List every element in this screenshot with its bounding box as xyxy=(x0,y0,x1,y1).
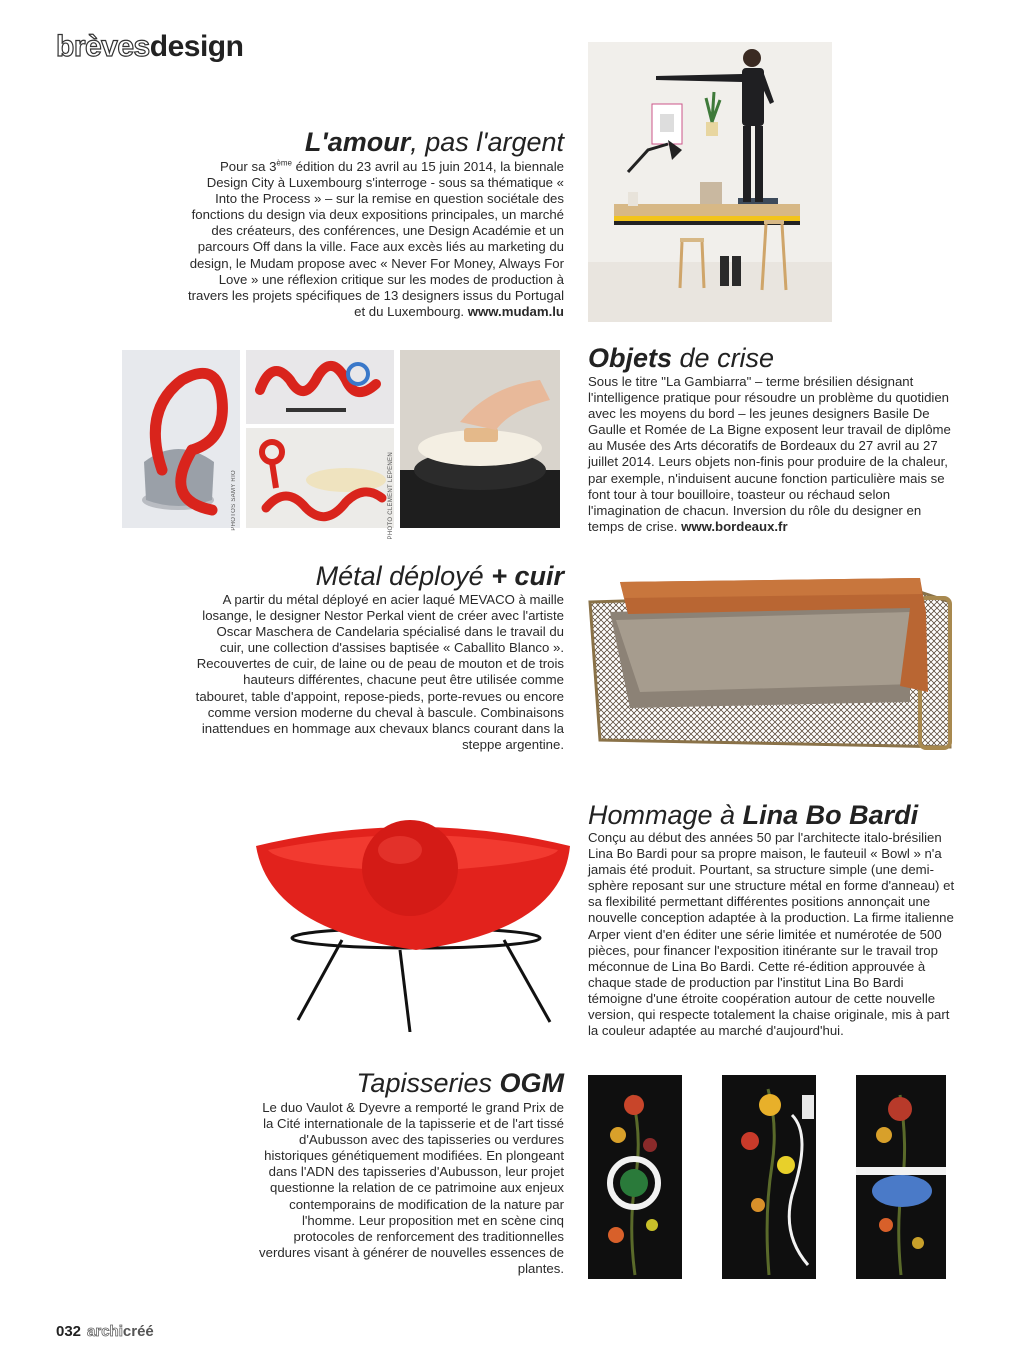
article-tapisseries-body xyxy=(254,1100,564,1277)
metal-text: A partir du métal déployé en acier laqué MEVACO à maille losange, le designer Nestor Perkal vient de créer avec l'artiste Oscar Maschera de Candelaria spécialisé dans le travail du cuir, une collection d'assises baptisée « Caballito Blanco ». Recouvertes de cuir, de laine ou de peau de mouton et de trois hauteurs différentes, chacune peut être utilisée comme tabouret, table d'appoint, repose-pieds, porte-revues ou encore comme version moderne du cheval à bascule. Combinaisons inattendues en hommage aux chevaux blancs courant dans la steppe argentine. xyxy=(195,592,564,752)
article-lina-title xyxy=(588,800,918,830)
tapisseries-title-bold: OGM xyxy=(499,1068,564,1098)
amour-text-b: édition du 23 avril au 15 juin 2014, la biennale Design City à Luxembourg s'interroge - sous sa thématique « Into the Process » – sur la remise en question sociétale des fonctions du design via deux expositions principales, un marché des créateurs, des conférences, une Design Académie et un parcours Off dans la ville. Face aux excès liés au marketing du design, le Mudam propose avec « Never For Money, Always For Love » une réflexion critique sur les modes de production à travers les projets spécifiques de 13 designers issus du Portugal et du Luxembourg. xyxy=(187,159,564,319)
magazine-name-archi: archi xyxy=(87,1323,123,1340)
article-lina-body xyxy=(588,830,960,1039)
lina-title-bold: Lina Bo Bardi xyxy=(742,800,919,830)
article-objets-title xyxy=(588,343,774,373)
photo-tapestry-2 xyxy=(722,1075,816,1279)
amour-title-bold: L'amour xyxy=(304,127,411,157)
page-footer xyxy=(56,1323,154,1340)
page-number: 032 xyxy=(56,1323,82,1340)
article-amour-title xyxy=(250,127,564,157)
photo-bowl-chair xyxy=(250,810,574,1032)
amour-link[interactable]: www.mudam.lu xyxy=(467,303,564,319)
lina-title-rest: Hommage à xyxy=(588,800,743,830)
article-objets-body xyxy=(588,374,958,535)
section-header xyxy=(56,30,243,64)
objets-text: Sous le titre "La Gambiarra" – terme brésilien désignant l'intelligence pratique pour résoudre un problème du quotidien avec les moyens du bord – les jeunes designers Basile De Gaulle et Romée de La Bigne exposent leur travail de diplôme au Musée des Arts décoratifs de Bordeaux du 27 avril au 27 juillet 2014. Leurs objets non-finis pour produire de la chaleur, par exemple, n'induisent aucune fonction particulière mais se font tour à tour bouilloire, toasteur ou réchaud selon l'imagination de chacun. Inversion du rôle du designer en temps de crise. xyxy=(588,374,951,534)
photo-woman-on-table xyxy=(588,42,832,322)
magazine-name-cree: créé xyxy=(122,1323,154,1340)
tapisseries-text: Le duo Vaulot & Dyevre a remporté le grand Prix de la Cité internationale de la tapisserie et de l'art tissé d'Aubusson avec des tapisseries ou verdures historiques génétiquement modifiées. En plongeant dans l'ADN des tapisseries d'Aubusson, leur projet questionne la relation de ce patrimoine aux enjeux contemporains de modification de la nature par l'homme. Leur proposition met en scène cinq protocoles de renforcement des traditionnelles verdures visant à générer de nouvelles essences de plantes. xyxy=(259,1100,564,1276)
objets-link[interactable]: www.bordeaux.fr xyxy=(681,518,788,534)
photo-tapestry-3 xyxy=(856,1075,946,1279)
amour-title-rest: , pas l'argent xyxy=(410,127,564,157)
amour-text-sup: ème xyxy=(276,158,292,168)
amour-text-a: Pour sa 3 xyxy=(219,159,277,174)
article-metal-body xyxy=(190,592,564,753)
photo-tapestry-1 xyxy=(588,1075,682,1279)
credit-samy-rio: PHOTOS SAMY RIO xyxy=(231,470,237,531)
header-breves: brèves xyxy=(56,30,150,63)
photo-lid-hand xyxy=(400,350,560,528)
credit-clement-lepenen: PHOTO CLÉMENT LEPENEN xyxy=(388,452,394,540)
header-design: design xyxy=(149,30,244,63)
photo-kettle-red-hose xyxy=(122,350,240,528)
objets-title-rest: de crise xyxy=(672,343,775,373)
metal-title-bold: + cuir xyxy=(491,561,564,591)
photo-red-tube-pot xyxy=(246,428,394,528)
photo-red-tube-loops xyxy=(246,350,394,424)
article-tapisseries-title xyxy=(250,1068,564,1098)
article-metal-title xyxy=(250,561,564,591)
article-amour-body xyxy=(186,159,564,320)
lina-text: Conçu au début des années 50 par l'architecte italo-brésilien Lina Bo Bardi pour sa propre maison, le fauteuil « Bowl » n'a jamais été produit. Pourtant, sa structure simple (une demi-sphère reposant sur une structure métal en forme d'anneau) et sa flexibilité permettant différentes positions annonçait une nouvelle conception adaptée à la production. La firme italienne Arper vient d'en éditer une série limitée et numérotée de 500 pièces, pour financer l'exposition itinérante sur le travail trop méconnue de Lina Bo Bardi. Cette ré-édition approuvée à chaque stade de production par l'institut Lina Bo Bardi témoigne d'une étroite coopération autour de cette nouvelle version, qui respecte totalement la chaise originale, mis à part la couleur adaptée au marché d'aujourd'hui. xyxy=(588,830,955,1039)
tapisseries-title-rest: Tapisseries xyxy=(356,1068,500,1098)
metal-title-rest: Métal déployé xyxy=(315,561,492,591)
photo-metal-leather-bench xyxy=(580,572,978,772)
objets-title-bold: Objets xyxy=(588,343,673,373)
